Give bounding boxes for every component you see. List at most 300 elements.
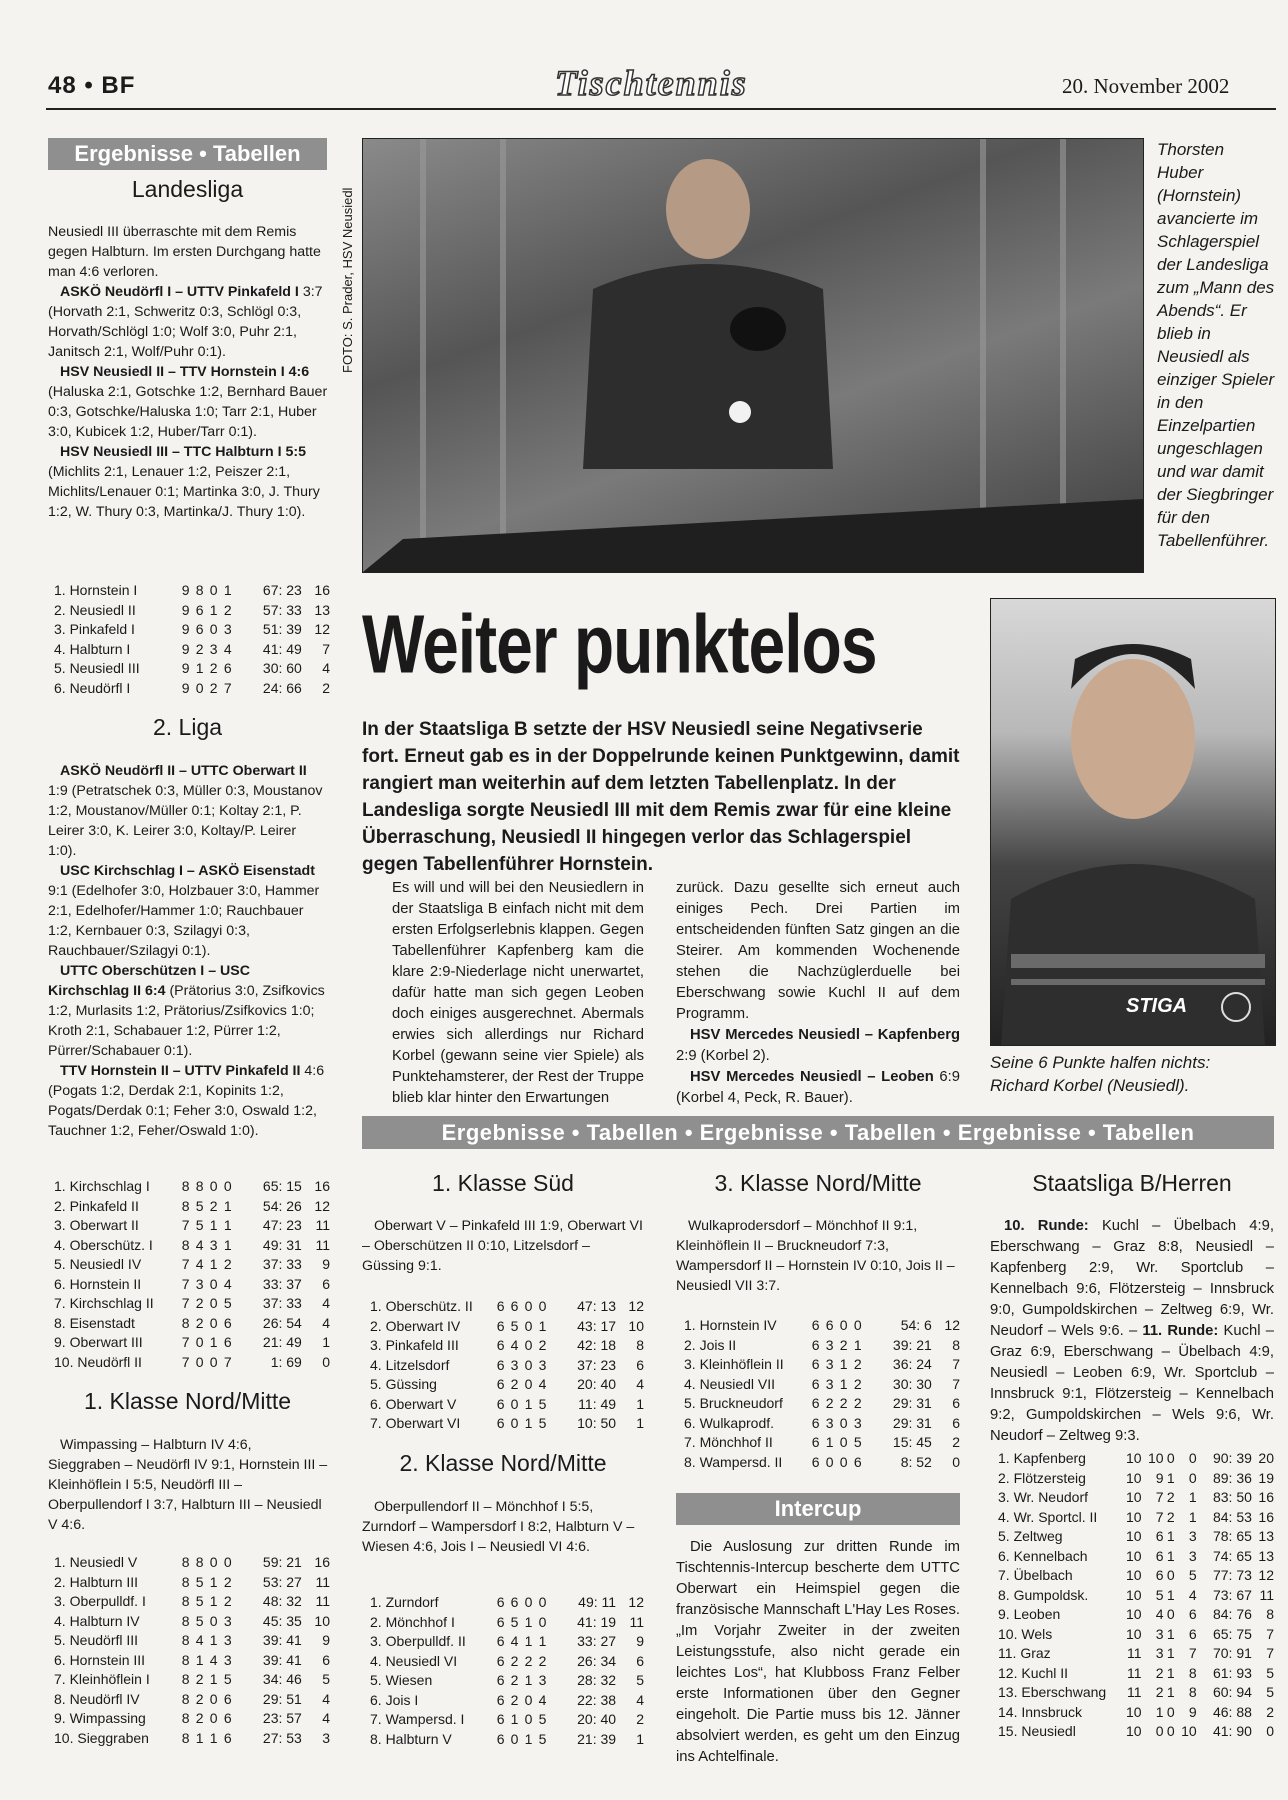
- stat-cell: 2: [209, 1197, 218, 1214]
- table-row: [54, 1573, 330, 1593]
- stat-cell: 1: [524, 1415, 533, 1431]
- player-illustration: [363, 139, 1143, 572]
- stat-cell: 10: [1125, 1703, 1142, 1720]
- stat-cell: 6: [496, 1711, 505, 1727]
- stat-cell: 33: 27: [577, 1633, 617, 1649]
- headline: Weiter punktelos: [362, 597, 877, 690]
- stat-cell: 36: 24: [892, 1356, 932, 1372]
- stat-cell: 21: 49: [262, 1334, 302, 1350]
- stat-cell: 5: [195, 1217, 204, 1233]
- stat-cell: 11: [1126, 1684, 1142, 1700]
- stat-cell: 8: [1188, 1664, 1197, 1681]
- stat-cell: 5: [195, 1197, 204, 1214]
- stat-cell: 12: [628, 1298, 644, 1314]
- stat-cell: 2: [510, 1652, 519, 1669]
- k3nm-table: [684, 1316, 960, 1472]
- table-row: [998, 1683, 1274, 1703]
- stat-cell: 1: [322, 1334, 330, 1350]
- table-row: [998, 1469, 1274, 1489]
- stat-cell: 74: 65: [1212, 1547, 1252, 1564]
- stat-cell: 6: [811, 1336, 820, 1353]
- stat-cell: 6: [811, 1317, 820, 1333]
- stat-cell: 1: [209, 1217, 218, 1233]
- team-name: 8. Gumpoldsk.: [998, 1586, 1089, 1603]
- stat-cell: 2: [636, 1711, 644, 1727]
- table-row: [684, 1316, 960, 1336]
- stat-cell: 1: [1166, 1547, 1175, 1564]
- stat-cell: 1: [1166, 1645, 1175, 1661]
- stat-cell: 1: [1166, 1664, 1175, 1681]
- stat-cell: 8: [181, 1729, 190, 1746]
- team-name: 7. Kleinhöflein I: [54, 1671, 150, 1687]
- stat-cell: 0: [839, 1317, 848, 1333]
- table-row: [54, 1690, 330, 1710]
- team-name: 8. Halbturn V: [370, 1730, 452, 1747]
- stat-cell: 1: [1166, 1586, 1175, 1603]
- stat-cell: 1: 69: [270, 1353, 302, 1370]
- stat-cell: 0: [1166, 1723, 1175, 1739]
- stat-cell: 1: [524, 1730, 533, 1747]
- stat-cell: 9: [181, 601, 190, 618]
- stat-cell: 0: [524, 1356, 533, 1373]
- stat-cell: 4: [195, 1236, 204, 1253]
- stat-cell: 2: [195, 1690, 204, 1707]
- stat-cell: 4: [322, 1314, 330, 1331]
- stat-cell: 0: [1166, 1703, 1175, 1720]
- stat-cell: 6: [496, 1298, 505, 1314]
- stat-cell: 5: [510, 1317, 519, 1334]
- stat-cell: 16: [314, 1178, 330, 1194]
- stat-cell: 0: [209, 1275, 218, 1292]
- stat-cell: 6: [223, 1690, 232, 1707]
- stat-cell: 6: [1155, 1528, 1164, 1544]
- stat-cell: 8: [181, 1593, 190, 1609]
- stat-cell: 43: 17: [577, 1317, 617, 1334]
- stat-cell: 6: [510, 1298, 519, 1314]
- stat-cell: 1: [524, 1613, 533, 1630]
- stat-cell: 9: [322, 1632, 330, 1648]
- team-name: 4. Wr. Sportcl. II: [998, 1508, 1098, 1525]
- stat-cell: 5: [223, 1295, 232, 1311]
- team-name: 1. Neusiedl V: [54, 1554, 138, 1570]
- stat-cell: 0: [223, 1178, 232, 1194]
- stat-cell: 20: 40: [577, 1376, 617, 1392]
- stat-cell: 12: [628, 1594, 644, 1610]
- stat-cell: 4: [195, 1256, 204, 1272]
- team-name: 3. Kleinhöflein II: [684, 1356, 784, 1372]
- stat-cell: 6: [1188, 1606, 1197, 1622]
- stat-cell: 2: [223, 1593, 232, 1609]
- stat-cell: 57: 33: [262, 601, 302, 618]
- stat-cell: 11: [315, 1593, 330, 1609]
- stat-cell: 6: [195, 621, 204, 637]
- stat-cell: 1: [538, 1633, 547, 1649]
- stat-cell: 0: [839, 1453, 848, 1470]
- stat-cell: 3: [223, 1632, 232, 1648]
- stat-cell: 5: [223, 1671, 232, 1687]
- landesliga-report: Neusiedl III überraschte mit dem Remis gegen Halbturn. Im ersten Durchgang hatte man 4:6 verloren. ASKÖ Neudörfl I – UTTV Pinkafeld I 3:7 (Horvath 2:1, Schweritz 0:3, Schlögl 0:3, Horvath/Schlögl 1:0; Wolf 3:0, Puhr 2:1, Janitsch 2:1, Wolf/Puhr 0:1). HSV Neusiedl II – TTV Hornstein I 4:6 (Haluska 2:1, Gotschke 1:2, Bernhard Bauer 0:3, Gotschke/Haluska 1:0; Tarr 2:1, Huber 3:0, Kubicek 1:2, Huber/Tarr 0:1). HSV Neusiedl III – TTC Halbturn I 5:5 (Michlits 2:1, Lenauer 1:2, Peiszer 2:1, Michlits/Lenauer 0:1; Martinka 3:0, J. Thury 1:2, W. Thury 0:3, Martinka/J. Thury 1:0).: [48, 224, 328, 520]
- team-name: 5. Neusiedl III: [54, 660, 140, 676]
- stat-cell: 10: 50: [577, 1415, 617, 1431]
- stat-cell: 4: [195, 1632, 204, 1648]
- stat-cell: 48: 32: [262, 1593, 302, 1609]
- table-row: [54, 1177, 330, 1197]
- team-name: 6. Wulkaprodf.: [684, 1414, 775, 1431]
- table-row: [684, 1414, 960, 1434]
- stat-cell: 2: [1155, 1664, 1164, 1681]
- team-name: 1. Hornstein I: [54, 582, 138, 598]
- k1sued-table: [370, 1297, 644, 1434]
- table-row: [54, 1275, 330, 1295]
- stat-cell: 5: [538, 1395, 547, 1412]
- table-row: [370, 1317, 644, 1337]
- stat-cell: 7: [181, 1334, 190, 1350]
- stat-cell: 6: [1155, 1547, 1164, 1564]
- table-row: [684, 1336, 960, 1356]
- stat-cell: 0: [839, 1434, 848, 1450]
- k1sued-title: 1. Klasse Süd: [432, 1170, 574, 1196]
- issue-date: 20. November 2002: [1062, 74, 1230, 98]
- stat-cell: 4: [510, 1337, 519, 1353]
- stat-cell: 1: [209, 1729, 218, 1746]
- k1nm-table: [54, 1553, 330, 1748]
- team-name: 4. Oberschütz. I: [54, 1236, 153, 1253]
- table-row: [370, 1613, 644, 1633]
- staatsliga-table: [998, 1449, 1274, 1742]
- team-name: 12. Kuchl II: [998, 1664, 1069, 1681]
- stat-cell: 0: [1188, 1450, 1197, 1466]
- stat-cell: 6: [510, 1594, 519, 1610]
- stat-cell: 1: [195, 660, 204, 676]
- table-row: [684, 1394, 960, 1414]
- stat-cell: 2: [195, 1314, 204, 1331]
- shirt-logo: STIGA: [1126, 995, 1188, 1017]
- stat-cell: 10: [1125, 1723, 1142, 1739]
- table-row: [54, 581, 330, 601]
- team-name: 2. Flötzersteig: [998, 1469, 1086, 1486]
- table-row: [370, 1395, 644, 1415]
- stat-cell: 1: [209, 1632, 218, 1648]
- stat-cell: 3: [322, 1729, 330, 1746]
- stat-cell: 6: [496, 1613, 505, 1630]
- stat-cell: 6: [223, 1314, 232, 1331]
- stat-cell: 70: 91: [1212, 1645, 1252, 1661]
- table-row: [998, 1703, 1274, 1723]
- stat-cell: 7: [223, 679, 232, 696]
- stat-cell: 2: [510, 1691, 519, 1708]
- article-col2: zurück. Dazu gesellte sich erneut auch einiges Pech. Drei Partien im entscheidenden fünften Satz gingen an die Steirer. Am kommenden Wochenende stehen die Nachzüglerduelle bei Eberschwang sowie Kuchl II auf dem Programm. HSV Mercedes Neusiedl – Kapfenberg 2:9 (Korbel 2). HSV Mercedes Neusiedl – Leoben 6:9 (Korbel 4, Peck, R. Bauer).: [676, 880, 960, 1106]
- stat-cell: 4: [510, 1633, 519, 1649]
- stat-cell: 1: [839, 1375, 848, 1392]
- stat-cell: 6: [496, 1337, 505, 1353]
- stat-cell: 6: [811, 1356, 820, 1372]
- stat-cell: 23: 57: [262, 1710, 302, 1726]
- stat-cell: 1: [209, 1593, 218, 1609]
- stat-cell: 2: [538, 1652, 547, 1669]
- stat-cell: 22: 38: [577, 1691, 617, 1708]
- stat-cell: 0: [209, 1612, 218, 1629]
- liga2-title: 2. Liga: [152, 714, 223, 740]
- stat-cell: 2: [853, 1356, 862, 1372]
- stat-cell: 12: [1258, 1567, 1274, 1583]
- stat-cell: 1: [209, 1671, 218, 1687]
- stat-cell: 2: [195, 1671, 204, 1687]
- stat-cell: 51: 39: [262, 621, 302, 637]
- table-row: [54, 1709, 330, 1729]
- table-row: [998, 1644, 1274, 1664]
- stat-cell: 10: [1125, 1625, 1142, 1642]
- table-row: [370, 1652, 644, 1672]
- team-name: 6. Oberwart V: [370, 1395, 457, 1412]
- staatsliga-title: Staatsliga B/Herren: [1032, 1170, 1232, 1196]
- stat-cell: 5: [195, 1612, 204, 1629]
- stat-cell: 6: [496, 1652, 505, 1669]
- header-rule: [46, 108, 1276, 110]
- team-name: 4. Neusiedl VII: [684, 1375, 776, 1392]
- stat-cell: 54: 26: [262, 1197, 302, 1214]
- section-title: Tischtennis: [555, 63, 748, 103]
- stat-cell: 4: [636, 1691, 644, 1708]
- stat-cell: 6: [853, 1453, 862, 1470]
- team-name: 9. Leoben: [998, 1606, 1061, 1622]
- results-bar: Ergebnisse • Tabellen: [48, 138, 327, 170]
- stat-cell: 1: [510, 1711, 519, 1727]
- table-row: [998, 1527, 1274, 1547]
- table-row: [998, 1449, 1274, 1469]
- k3nm-results: Wulkaprodersdorf – Mönchhof II 9:1, Kleinhöflein II – Bruckneudorf 7:3, Wampersdorf II – Hornstein IV 0:10, Jois II – Neusiedl VII 3:7.: [676, 1218, 955, 1294]
- stat-cell: 0: [1166, 1450, 1175, 1466]
- stat-cell: 24: 66: [262, 679, 302, 696]
- stat-cell: 47: 13: [577, 1298, 617, 1314]
- team-name: 13. Eberschwang: [998, 1684, 1107, 1700]
- photo-richard-korbel: [990, 598, 1276, 1046]
- stat-cell: 3: [209, 640, 218, 657]
- stat-cell: 10: [1125, 1586, 1142, 1603]
- stat-cell: 6: [496, 1633, 505, 1649]
- stat-cell: 0: [524, 1711, 533, 1727]
- stat-cell: 5: [538, 1711, 547, 1727]
- stat-cell: 4: [223, 640, 232, 657]
- table-row: [370, 1356, 644, 1376]
- stat-cell: 1: [853, 1336, 862, 1353]
- stat-cell: 8: [181, 1573, 190, 1590]
- article-col1: Es will und will bei den Neusiedlern in der Staatsliga B einfach nicht mit dem ersten Erfolgserlebnis klappen. Gegen Tabellenführer Kapfenberg kam die klare 2:9-Niederlage nicht unerwartet, dafür hatte man sich gegen Leoben doch einiges ausgerechnet. Abermals erwies sich allerdings nur Richard Korbel (gewann seine vier Spiele) als Punktehamsterer, der Rest der Truppe blieb klar hinter den Erwartungen: [392, 880, 644, 1106]
- stat-cell: 5: [195, 1593, 204, 1609]
- stat-cell: 12: [314, 1197, 330, 1214]
- stat-cell: 65: 15: [262, 1178, 302, 1194]
- stat-cell: 1: [636, 1730, 644, 1747]
- stat-cell: 2: [839, 1336, 848, 1353]
- team-name: 1. Hornstein IV: [684, 1317, 777, 1333]
- table-row: [370, 1375, 644, 1395]
- stat-cell: 1: [524, 1672, 533, 1688]
- stat-cell: 3: [825, 1336, 834, 1353]
- team-name: 4. Halbturn IV: [54, 1612, 140, 1629]
- team-name: 7. Wampersd. I: [370, 1711, 465, 1727]
- table-row: [370, 1593, 644, 1613]
- table-row: [54, 1255, 330, 1275]
- table-row: [998, 1508, 1274, 1528]
- team-name: 7. Oberwart VI: [370, 1415, 461, 1431]
- stat-cell: 0: [209, 621, 218, 637]
- team-name: 9. Oberwart III: [54, 1334, 143, 1350]
- team-name: 6. Hornstein III: [54, 1651, 146, 1668]
- stat-cell: 7: [1155, 1508, 1164, 1525]
- stat-cell: 11: [1126, 1664, 1142, 1681]
- stat-cell: 7: [1266, 1625, 1274, 1642]
- stat-cell: 1: [839, 1356, 848, 1372]
- stat-cell: 3: [195, 1275, 204, 1292]
- stat-cell: 6: [825, 1317, 834, 1333]
- stat-cell: 10: [1125, 1528, 1142, 1544]
- stat-cell: 5: [322, 1671, 330, 1687]
- stat-cell: 27: 53: [262, 1729, 302, 1746]
- table-row: [370, 1297, 644, 1317]
- stat-cell: 4: [538, 1691, 547, 1708]
- stat-cell: 10: [1181, 1723, 1197, 1739]
- stat-cell: 8: [636, 1337, 644, 1353]
- page-number: 48 • BF: [48, 72, 136, 99]
- stat-cell: 0: [538, 1613, 547, 1630]
- stat-cell: 6: [496, 1730, 505, 1747]
- stat-cell: 2: [223, 1256, 232, 1272]
- stat-cell: 1: [223, 1217, 232, 1233]
- team-name: 9. Wimpassing: [54, 1710, 146, 1726]
- table-row: [370, 1671, 644, 1691]
- stat-cell: 41: 19: [577, 1613, 617, 1630]
- stat-cell: 1: [538, 1317, 547, 1334]
- photo1-caption: Thorsten Huber (Hornstein) avancierte im Schlagerspiel der Landesliga zum „Mann des Abends“. Er blieb in Neusiedl als einziger Spieler in den Einzelpartien ungeschlagen und war damit der Siegbringer für den Tabellenführer.: [1157, 140, 1275, 550]
- stat-cell: 90: 39: [1212, 1450, 1252, 1466]
- k1sued-results: Oberwart V – Pinkafeld III 1:9, Oberwart VI – Oberschützen II 0:10, Litzelsdorf – Güssing 9:1.: [362, 1218, 643, 1274]
- stat-cell: 7: [1188, 1645, 1197, 1661]
- team-name: 3. Oberpulldf. II: [370, 1633, 466, 1649]
- stat-cell: 0: [839, 1414, 848, 1431]
- team-name: 2. Mönchhof I: [370, 1613, 455, 1630]
- k1nm-title: 1. Klasse Nord/Mitte: [83, 1388, 292, 1414]
- stat-cell: 45: 35: [262, 1612, 302, 1629]
- stat-cell: 6: [223, 660, 232, 676]
- table-row: [370, 1632, 644, 1652]
- stat-cell: 3: [825, 1356, 834, 1372]
- table-row: [370, 1730, 644, 1750]
- stat-cell: 9: [322, 1256, 330, 1272]
- stat-cell: 0: [510, 1730, 519, 1747]
- stat-cell: 0: [524, 1337, 533, 1353]
- team-name: 1. Zurndorf: [370, 1594, 439, 1610]
- stat-cell: 11: [315, 1236, 330, 1253]
- stat-cell: 1: [524, 1395, 533, 1412]
- stat-cell: 53: 27: [262, 1573, 302, 1590]
- stat-cell: 49: 31: [262, 1236, 302, 1253]
- stat-cell: 7: [1266, 1645, 1274, 1661]
- stat-cell: 84: 76: [1212, 1606, 1252, 1622]
- stat-cell: 2: [538, 1337, 547, 1353]
- stat-cell: 2: [510, 1672, 519, 1688]
- stat-cell: 84: 53: [1212, 1508, 1252, 1525]
- stat-cell: 8: [181, 1314, 190, 1331]
- table-row: [54, 601, 330, 621]
- stat-cell: 0: [538, 1298, 547, 1314]
- stat-cell: 0: [1155, 1723, 1164, 1739]
- stat-cell: 8: [195, 582, 204, 598]
- table-row: [54, 1592, 330, 1612]
- landesliga-table: [54, 581, 330, 698]
- k3nm-title: 3. Klasse Nord/Mitte: [714, 1170, 922, 1196]
- stat-cell: 11: [315, 1573, 330, 1590]
- stat-cell: 4: [223, 1275, 232, 1292]
- stat-cell: 10: [1125, 1508, 1142, 1525]
- stat-cell: 0: [510, 1415, 519, 1431]
- stat-cell: 3: [510, 1356, 519, 1373]
- stat-cell: 1: [524, 1633, 533, 1649]
- stat-cell: 4: [1188, 1586, 1197, 1603]
- stat-cell: 1: [1188, 1508, 1197, 1525]
- team-name: 5. Bruckneudorf: [684, 1395, 783, 1411]
- stat-cell: 8: [1188, 1684, 1197, 1700]
- stat-cell: 0: [510, 1395, 519, 1412]
- team-name: 2. Pinkafeld II: [54, 1197, 139, 1214]
- photo2-caption: Seine 6 Punkte halfen nichts: Richard Korbel (Neusiedl).: [990, 1053, 1211, 1095]
- stat-cell: 5: [538, 1415, 547, 1431]
- stat-cell: 47: 23: [262, 1217, 302, 1233]
- stat-cell: 8: [181, 1651, 190, 1668]
- stat-cell: 2: [223, 1573, 232, 1590]
- stat-cell: 9: [181, 640, 190, 657]
- stat-cell: 6: [636, 1356, 644, 1373]
- stat-cell: 0: [538, 1594, 547, 1610]
- stat-cell: 1: [209, 1573, 218, 1590]
- stat-cell: 6: [223, 1729, 232, 1746]
- stat-cell: 9: [636, 1633, 644, 1649]
- stat-cell: 9: [1188, 1703, 1197, 1720]
- stat-cell: 9: [181, 582, 190, 598]
- stat-cell: 8: 52: [900, 1453, 932, 1470]
- team-name: 2. Jois II: [684, 1336, 737, 1353]
- table-row: [370, 1336, 644, 1356]
- stat-cell: 73: 67: [1212, 1586, 1252, 1603]
- stat-cell: 0: [209, 1710, 218, 1726]
- team-name: 6. Hornstein II: [54, 1275, 142, 1292]
- table-row: [684, 1355, 960, 1375]
- liga2-table: [54, 1177, 330, 1372]
- stat-cell: 29: 51: [262, 1690, 302, 1707]
- stat-cell: 10: [628, 1317, 644, 1334]
- stat-cell: 8: [195, 1178, 204, 1194]
- stat-cell: 7: [181, 1353, 190, 1370]
- stat-cell: 6: [811, 1395, 820, 1411]
- stat-cell: 9: [181, 660, 190, 676]
- stat-cell: 20: 40: [577, 1711, 617, 1727]
- stat-cell: 10: [1125, 1567, 1142, 1583]
- landesliga-title: Landesliga: [131, 176, 244, 202]
- k1nm-results: Wimpassing – Halbturn IV 4:6, Sieggraben – Neudörfl IV 9:1, Hornstein III – Kleinhöflein I 5:5, Neudörfl III – Oberpullendorf I 3:7, Halbturn III – Neusiedl V 4:6.: [48, 1437, 328, 1533]
- stat-cell: 0: [1188, 1469, 1197, 1486]
- stat-cell: 0: [1166, 1606, 1175, 1622]
- stat-cell: 0: [195, 1334, 204, 1350]
- stat-cell: 8: [181, 1554, 190, 1570]
- stat-cell: 2: [952, 1434, 960, 1450]
- stat-cell: 3: [223, 621, 232, 637]
- stat-cell: 89: 36: [1212, 1469, 1252, 1486]
- stat-cell: 30: 30: [892, 1375, 932, 1392]
- table-row: [54, 1553, 330, 1573]
- stat-cell: 4: [322, 1690, 330, 1707]
- stat-cell: 21: 39: [577, 1730, 617, 1747]
- stat-cell: 3: [223, 1612, 232, 1629]
- stat-cell: 5: [538, 1730, 547, 1747]
- table-row: [684, 1375, 960, 1395]
